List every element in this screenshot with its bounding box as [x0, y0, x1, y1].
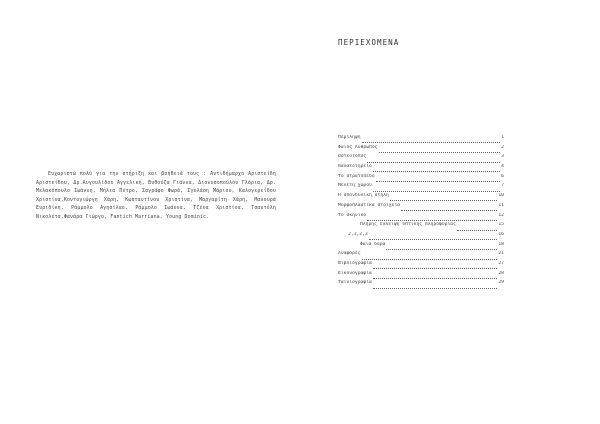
toc-entry — [338, 174, 504, 184]
toc-entry-page: 28 — [498, 270, 504, 276]
toc-leader-dots — [401, 206, 497, 211]
toc-leader-dots — [362, 138, 501, 143]
toc-entry — [338, 232, 504, 242]
toc-entry-page: 10 — [498, 193, 504, 199]
toc-entry-page: 6 — [501, 173, 504, 179]
toc-entry-page: 1 — [501, 135, 504, 140]
toc-entry-label: Το στρατόπεδο — [338, 173, 375, 179]
toc-leader-dots — [373, 284, 497, 289]
toc-entry-page: 29 — [498, 280, 504, 286]
toc-leader-dots — [373, 264, 497, 269]
toc-entry — [338, 135, 504, 145]
toc-entry-label: Πλήρης έλλειψη οπτικής πληροφορίας — [360, 222, 456, 228]
toc-entry-label: Μελέτη χώρου — [338, 183, 372, 189]
toc-leader-dots — [373, 274, 497, 279]
toc-entry-page: 18 — [498, 241, 504, 247]
toc-leader-dots — [457, 226, 497, 231]
toc-leader-dots — [367, 158, 500, 163]
toc-entry — [338, 154, 504, 164]
table-of-contents — [338, 135, 504, 290]
toc-leader-dots — [386, 245, 497, 250]
toc-entry-page: 12 — [498, 212, 504, 218]
toc-leader-dots — [367, 216, 497, 221]
toc-entry — [338, 145, 504, 155]
toc-title: ΠΕΡΙΕΧΟΜΕΝΑ — [338, 38, 400, 47]
toc-entry-label: Ταινιογραφία — [338, 280, 372, 286]
toc-entry — [338, 222, 504, 232]
toc-entry — [338, 213, 504, 223]
toc-leader-dots — [379, 148, 501, 153]
toc-entry-label: Αναφορές — [338, 251, 361, 257]
toc-entry — [338, 193, 504, 203]
toc-entry — [338, 242, 504, 252]
toc-entry — [338, 251, 504, 261]
toc-leader-dots — [373, 187, 500, 192]
toc-entry-label: Θανατοτηρείο — [338, 164, 372, 170]
toc-entry — [338, 280, 504, 290]
toc-entry-page: 27 — [498, 260, 504, 266]
toc-entry-page: 11 — [498, 202, 504, 208]
toc-entry-page: 15 — [498, 222, 504, 228]
toc-entry — [338, 271, 504, 281]
toc-entry-label: Μορφοπλαστικά στοιχεία — [338, 202, 401, 208]
toc-entry-label: Φαιά δορά — [360, 241, 386, 247]
toc-entry — [338, 261, 504, 271]
acknowledgements-paragraph: Ευχαριστώ πολύ για την στήριξη και βοήθειά τους : Αντιδήμαρχο Αριστείδη Αριστείδου, Δρ.Αυγουλίδου Αγγελική, Βυθούζα Γιάννα, Διονυσοπούλου Γλόρια, Δρ. Μελακόπουλο Ιωάννη, Μήλια Πέτρο, Σαγράφο Φωρά, Σγυλάση Μάριον, Καλογερείδου Χριστίνα,Κοντογιώργη Χάρη, Κωσταντίνου Χριστίνα, Μαργαρίτη Χάρη, Μανουρά Ευριδίκη, Ράμμολο Αγησίλαο, Ράμμολο Ιωάννα, Τζένα Χριστίνα, Τσαντέλη Νικολέτα,Φανάρα Γιώργο, Fantich Marriana, Young Dominic. — [36, 171, 276, 220]
toc-entry-label: Φαιός Άνθρωπος — [338, 144, 378, 150]
toc-entry-page: 2 — [501, 144, 504, 150]
toc-entry-page: 4 — [501, 164, 504, 170]
toc-entry-page: 3 — [501, 154, 504, 160]
toc-entry-label: Το σκηνικό — [338, 212, 367, 218]
toc-entry-page: 16 — [498, 231, 504, 237]
toc-leader-dots — [390, 196, 498, 201]
toc-leader-dots — [369, 235, 498, 240]
toc-leader-dots — [376, 177, 500, 182]
toc-entry — [338, 164, 504, 174]
toc-entry-label: Βιβλιογραφία — [338, 260, 372, 266]
toc-entry — [338, 183, 504, 193]
toc-entry-page: 21 — [498, 251, 504, 257]
toc-entry-label: Οστεοτόπος — [338, 154, 367, 160]
toc-entry-label: 2,1,2,3 — [348, 231, 368, 237]
toc-leader-dots — [362, 255, 498, 260]
toc-entry — [338, 203, 504, 213]
toc-entry-label: Η σπονδυλική στήλη — [338, 193, 389, 199]
toc-entry-page: 7 — [501, 183, 504, 189]
toc-leader-dots — [373, 167, 500, 172]
toc-entry-label: Περίληψη — [338, 135, 361, 140]
toc-entry-label: Εικονογραφία — [338, 270, 372, 276]
